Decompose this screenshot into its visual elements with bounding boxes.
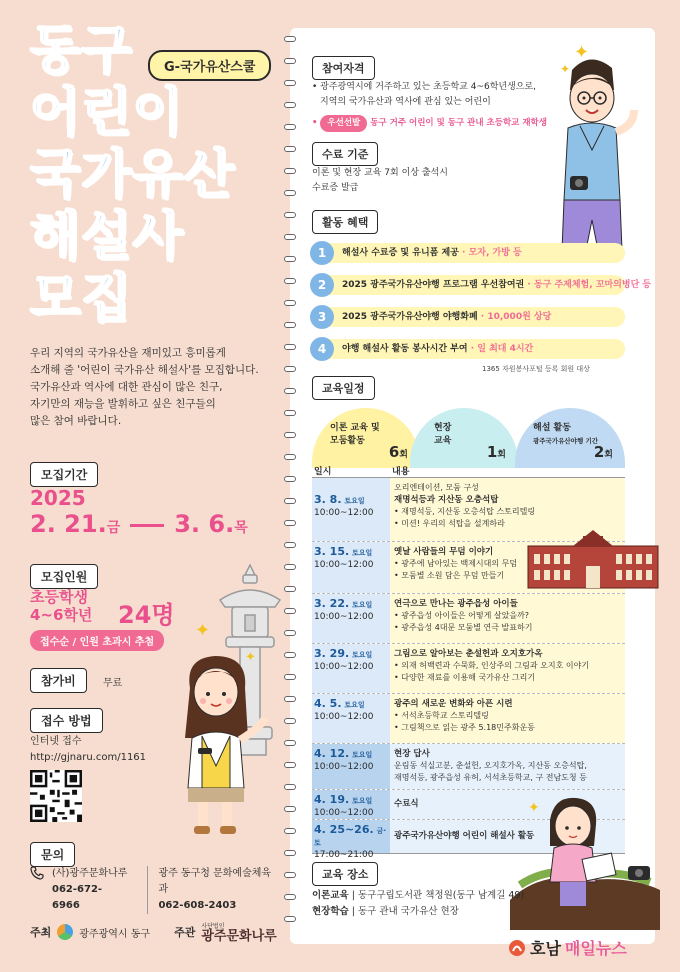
- row-date: 4. 5.: [314, 697, 342, 710]
- title-line: 국가유산: [30, 145, 235, 205]
- watermark-part1: 호남: [530, 939, 561, 958]
- row-title: 그림으로 알아보는 춘설헌과 오지호가옥: [394, 649, 543, 659]
- ring: [284, 190, 296, 196]
- organizer-logo: [201, 922, 276, 942]
- row-item: • 모둠별 소원 담은 무덤 만들기: [394, 571, 505, 580]
- row-time: 10:00~12:00: [314, 762, 374, 772]
- ring: [284, 652, 296, 658]
- contact-org: (사)광주문화나루: [52, 868, 128, 879]
- category-unit: 회: [497, 450, 506, 460]
- row-item: • 그림책으로 읽는 광주 5.18민주화운동: [394, 723, 535, 732]
- row-title: 재명석등과 지산동 오층석탑: [394, 495, 499, 505]
- theory-label: 이론교육: [312, 890, 349, 901]
- row-item: • 광주에 남아있는 백제시대의 무덤: [394, 559, 518, 568]
- organizer-name: 광주문화나루: [201, 929, 277, 944]
- ring: [284, 850, 296, 856]
- ring: [284, 234, 296, 240]
- start-date: 2. 21.: [30, 510, 107, 538]
- ring: [284, 322, 296, 328]
- completion-line: 수료증 발급: [312, 183, 359, 193]
- eligibility-line: 지역의 국가유산과 역사에 관심 있는 어린이: [320, 97, 491, 107]
- row-time: 10:00~12:00: [314, 612, 374, 622]
- ring: [284, 740, 296, 746]
- benefit-note: 1365 자원봉사포털 등록 회원 대상: [482, 365, 590, 373]
- eligibility-label: 참여자격: [312, 56, 375, 80]
- row-time: 17:00~21:00: [314, 850, 374, 860]
- ring: [284, 80, 296, 86]
- place-info: 이론교육 | 동구구립도서관 책정원(동구 남계길 49) 현장학습 | 동구 관내 국가유산 현장: [312, 890, 525, 917]
- girl-guide-illustration: [170, 648, 280, 838]
- category-unit: 회: [604, 450, 613, 460]
- row-dow: 토요일: [352, 797, 373, 805]
- eligible-grade: [30, 588, 92, 624]
- watermark-part2: 매일뉴스: [564, 939, 627, 958]
- row-title: 옛날 사람들의 무덤 이야기: [394, 547, 494, 557]
- row-time: 10:00~12:00: [314, 808, 374, 818]
- binder-rings: [284, 36, 296, 936]
- ring: [284, 828, 296, 834]
- row-date: 3. 8.: [314, 493, 342, 506]
- category-unit: 회: [399, 450, 408, 460]
- grade-line: 4~6학년: [30, 606, 93, 624]
- ring: [284, 102, 296, 108]
- category-line: 해설 활동: [533, 423, 571, 433]
- row-dow: 토요일: [352, 601, 373, 609]
- category-line: 현장: [434, 423, 452, 433]
- benefit-text: 2025 광주국가유산야행 야행화폐: [342, 312, 478, 322]
- contact-tel[interactable]: 062-672-6966: [52, 884, 103, 911]
- benefit-text: 해설사 수료증 및 유니폼 제공: [342, 248, 459, 258]
- program-tag: G-국가유산스쿨: [148, 50, 271, 81]
- benefit-text: 야행 해설사 활동 봉사시간 부여: [342, 344, 468, 354]
- row-time: 10:00~12:00: [314, 662, 374, 672]
- title-line: 어린이: [30, 83, 184, 143]
- row-date: 4. 25~26.: [314, 823, 374, 836]
- row-date: 4. 12.: [314, 747, 350, 760]
- header-date: 일시: [314, 467, 332, 477]
- theory-place: 동구구립도서관 책정원(동구 남계길 49): [357, 890, 525, 901]
- row-date: 3. 22.: [314, 597, 350, 610]
- ring: [284, 278, 296, 284]
- row-item: • 다양한 재료를 이용해 국가유산 그리기: [394, 673, 536, 682]
- title-line: 동구: [30, 21, 133, 81]
- recruit-people-label: 모집인원: [30, 564, 98, 589]
- benefit-extra: · 10,000원 상당: [480, 312, 552, 322]
- row-item: • 의재 허백련과 수묵화, 인상주의 그림과 오지호 이야기: [394, 661, 590, 670]
- intro-line: 국가유산과 역사에 대한 관심이 많은 친구,: [30, 381, 223, 393]
- left-column: [0, 0, 290, 972]
- benefit-text: 2025 광주국가유산야행 프로그램 우선참여권: [342, 280, 525, 290]
- recruit-dates: [30, 510, 248, 538]
- ring: [284, 718, 296, 724]
- table-row: [312, 644, 625, 694]
- intro-line: 우리 지역의 국가유산을 재미있고 흥미롭게: [30, 347, 226, 359]
- row-date: 3. 29.: [314, 647, 350, 660]
- historic-building-illustration: [528, 526, 658, 588]
- apply-info: [30, 734, 146, 766]
- intro-line: 소개해 줄 '어린이 국가유산 해설사'를 모집합니다.: [30, 364, 259, 376]
- contact-org: 광주 동구청 문화예술체육과: [158, 868, 272, 895]
- row-item: • 광주읍성 아이들은 어떻게 살았을까?: [394, 611, 530, 620]
- phone-icon: [30, 866, 44, 880]
- ring: [284, 872, 296, 878]
- completion-text: [312, 166, 448, 196]
- benefit-extra: · 동구 주제체험, 꼬마의병단 등: [527, 280, 652, 290]
- row-dow: 토요일: [352, 651, 373, 659]
- ring: [284, 894, 296, 900]
- ring: [284, 916, 296, 922]
- ring: [284, 58, 296, 64]
- ring: [284, 564, 296, 570]
- apply-label: 접수 방법: [30, 708, 103, 733]
- row-item: 재명석등, 광주읍성 유허, 서석초등학교, 구 전남도청 등: [394, 773, 587, 782]
- benefit-extra: · 모자, 가방 등: [462, 248, 522, 258]
- ring: [284, 542, 296, 548]
- row-pre: 오리엔테이션, 모둠 구성: [394, 483, 479, 492]
- ring: [284, 630, 296, 636]
- host-name: 광주광역시 동구: [79, 928, 151, 940]
- intro-text: [30, 345, 280, 430]
- ring: [284, 36, 296, 42]
- row-time: 10:00~12:00: [314, 560, 374, 570]
- ring: [284, 762, 296, 768]
- row-dow: 토요일: [344, 701, 365, 709]
- row-title: 광주의 새로운 변화와 아픈 시련: [394, 699, 513, 709]
- fee-value: 무료: [103, 678, 123, 689]
- benefits-label: 활동 혜택: [312, 210, 378, 234]
- contact-1: [52, 866, 139, 914]
- organizer-label: 주관: [174, 926, 196, 939]
- ring: [284, 212, 296, 218]
- grade-line: 초등학생: [30, 588, 88, 606]
- ring: [284, 454, 296, 460]
- ring: [284, 696, 296, 702]
- intro-line: 많은 참여 바랍니다.: [30, 415, 122, 427]
- table-row: [312, 694, 625, 744]
- host-row: [30, 922, 277, 942]
- schedule-label: 교육일정: [312, 376, 375, 400]
- row-dow: 금·토: [314, 827, 386, 847]
- category-line: 이론 교육 및: [330, 423, 380, 433]
- ring: [284, 784, 296, 790]
- schedule-header: [312, 464, 625, 478]
- date-dash: [130, 524, 164, 527]
- title-line: 모집: [30, 269, 133, 329]
- benefit-item: [312, 243, 625, 263]
- ring: [284, 520, 296, 526]
- field-label: 현장학습: [312, 906, 349, 917]
- ring: [284, 410, 296, 416]
- contact-2: [147, 866, 290, 914]
- place-label: 교육 장소: [312, 862, 378, 886]
- field-place: 동구 관내 국가유산 현장: [357, 906, 459, 917]
- apply-method: 인터넷 접수: [30, 736, 82, 747]
- apply-url[interactable]: http://gjnaru.com/1161: [30, 752, 147, 763]
- eligibility-line: 광주광역시에 거주하고 있는 초등학교 4~6학년생으로,: [320, 82, 537, 92]
- ring: [284, 674, 296, 680]
- recruit-count: 24명: [118, 601, 175, 629]
- benefit-number: 4: [310, 337, 334, 361]
- eligibility-text: • 광주광역시에 거주하고 있는 초등학교 4~6학년생으로, 지역의 국가유산과 역사에 관심 있는 어린이 • 우선선발 동구 거주 어린이 및 동구 관내 초등학교 재학생: [312, 80, 602, 132]
- ring: [284, 586, 296, 592]
- completion-label: 수료 기준: [312, 142, 378, 166]
- row-date: 3. 15.: [314, 545, 350, 558]
- start-dow: 금: [106, 520, 121, 536]
- row-title: 광주국가유산야행 어린이 해설사 활동: [394, 831, 535, 841]
- table-row: [312, 594, 625, 644]
- row-dow: 토요일: [344, 497, 365, 505]
- row-item: • 광주읍성 4대문 모둠별 연극 발표하기: [394, 623, 533, 632]
- inquiry-contacts: [30, 866, 290, 914]
- benefit-item: [312, 275, 652, 295]
- header-content: 내용: [392, 467, 410, 477]
- row-time: 10:00~12:00: [314, 712, 374, 722]
- priority-text: 동구 거주 어린이 및 동구 관내 초등학교 재학생: [370, 118, 547, 128]
- completion-line: 이론 및 현장 교육 7회 이상 출석시: [312, 168, 448, 178]
- inquiry-label: 문의: [30, 842, 75, 867]
- ring: [284, 388, 296, 394]
- benefit-number: 3: [310, 305, 334, 329]
- ring: [284, 432, 296, 438]
- qr-code[interactable]: [30, 770, 82, 822]
- row-time: 10:00~12:00: [314, 508, 374, 518]
- news-watermark: [508, 936, 627, 959]
- ring: [284, 300, 296, 306]
- sparkle-icon: ✦: [574, 42, 590, 63]
- contact-tel[interactable]: 062-608-2403: [158, 900, 237, 911]
- title-line: 해설사: [30, 207, 184, 267]
- ring: [284, 806, 296, 812]
- recruit-year: 2025: [30, 486, 86, 510]
- category-line: 광주국가유산야행 기간: [533, 437, 599, 445]
- sparkle-icon: ✦: [245, 650, 256, 665]
- category-times: 2: [593, 443, 605, 461]
- category-line: 모둠활동: [330, 436, 365, 446]
- benefit-item: [312, 307, 625, 327]
- priority-pill: 우선선발: [320, 115, 367, 132]
- row-date: 4. 19.: [314, 793, 350, 806]
- row-item: • 미션! 우리의 석탑을 설계하라: [394, 519, 505, 528]
- row-title: 연극으로 만나는 광주읍성 아이들: [394, 599, 518, 609]
- sparkle-icon: ✦: [560, 62, 571, 76]
- ring: [284, 366, 296, 372]
- selection-note: 접수순 / 인원 초과시 추첨: [30, 630, 164, 651]
- ring: [284, 476, 296, 482]
- ring: [284, 498, 296, 504]
- ring: [284, 344, 296, 350]
- host-label: 주최: [30, 926, 52, 939]
- benefit-extra: · 일 최대 4시간: [470, 344, 534, 354]
- fee-label: 참가비: [30, 668, 87, 693]
- sparkle-icon: ✦: [528, 800, 540, 816]
- category-times: 1: [486, 443, 498, 461]
- intro-line: 자기만의 재능을 발휘하고 싶은 친구들의: [30, 398, 216, 410]
- organizer-small: 사단법인: [201, 923, 225, 930]
- recruit-period-label: 모집기간: [30, 462, 98, 487]
- benefit-number: 2: [310, 273, 334, 297]
- row-title: 현장 답사: [394, 749, 430, 759]
- benefit-item: [312, 339, 625, 359]
- category-line: 교육: [434, 436, 452, 446]
- end-date: 3. 6.: [174, 510, 235, 538]
- end-dow: 목: [234, 520, 248, 536]
- sparkle-icon: ✦: [195, 620, 211, 641]
- news-logo-icon: [508, 939, 526, 957]
- row-dow: 토요일: [352, 751, 373, 759]
- ring: [284, 124, 296, 130]
- dong-gu-logo-icon: [57, 924, 73, 940]
- row-dow: 토요일: [352, 549, 373, 557]
- ring: [284, 146, 296, 152]
- row-item: 운림동 석실고분, 춘설헌, 오지호가옥, 지산동 오층석탑,: [394, 761, 587, 770]
- ring: [284, 608, 296, 614]
- table-row: [312, 744, 625, 790]
- ring: [284, 168, 296, 174]
- row-item: • 재명석등, 지산동 오층석탑 스토리텔링: [394, 507, 536, 516]
- category-times: 6: [388, 443, 400, 461]
- row-title: 수료식: [394, 799, 419, 809]
- row-item: • 서석초등학교 스토리텔링: [394, 711, 489, 720]
- ring: [284, 256, 296, 262]
- benefit-number: 1: [310, 241, 334, 265]
